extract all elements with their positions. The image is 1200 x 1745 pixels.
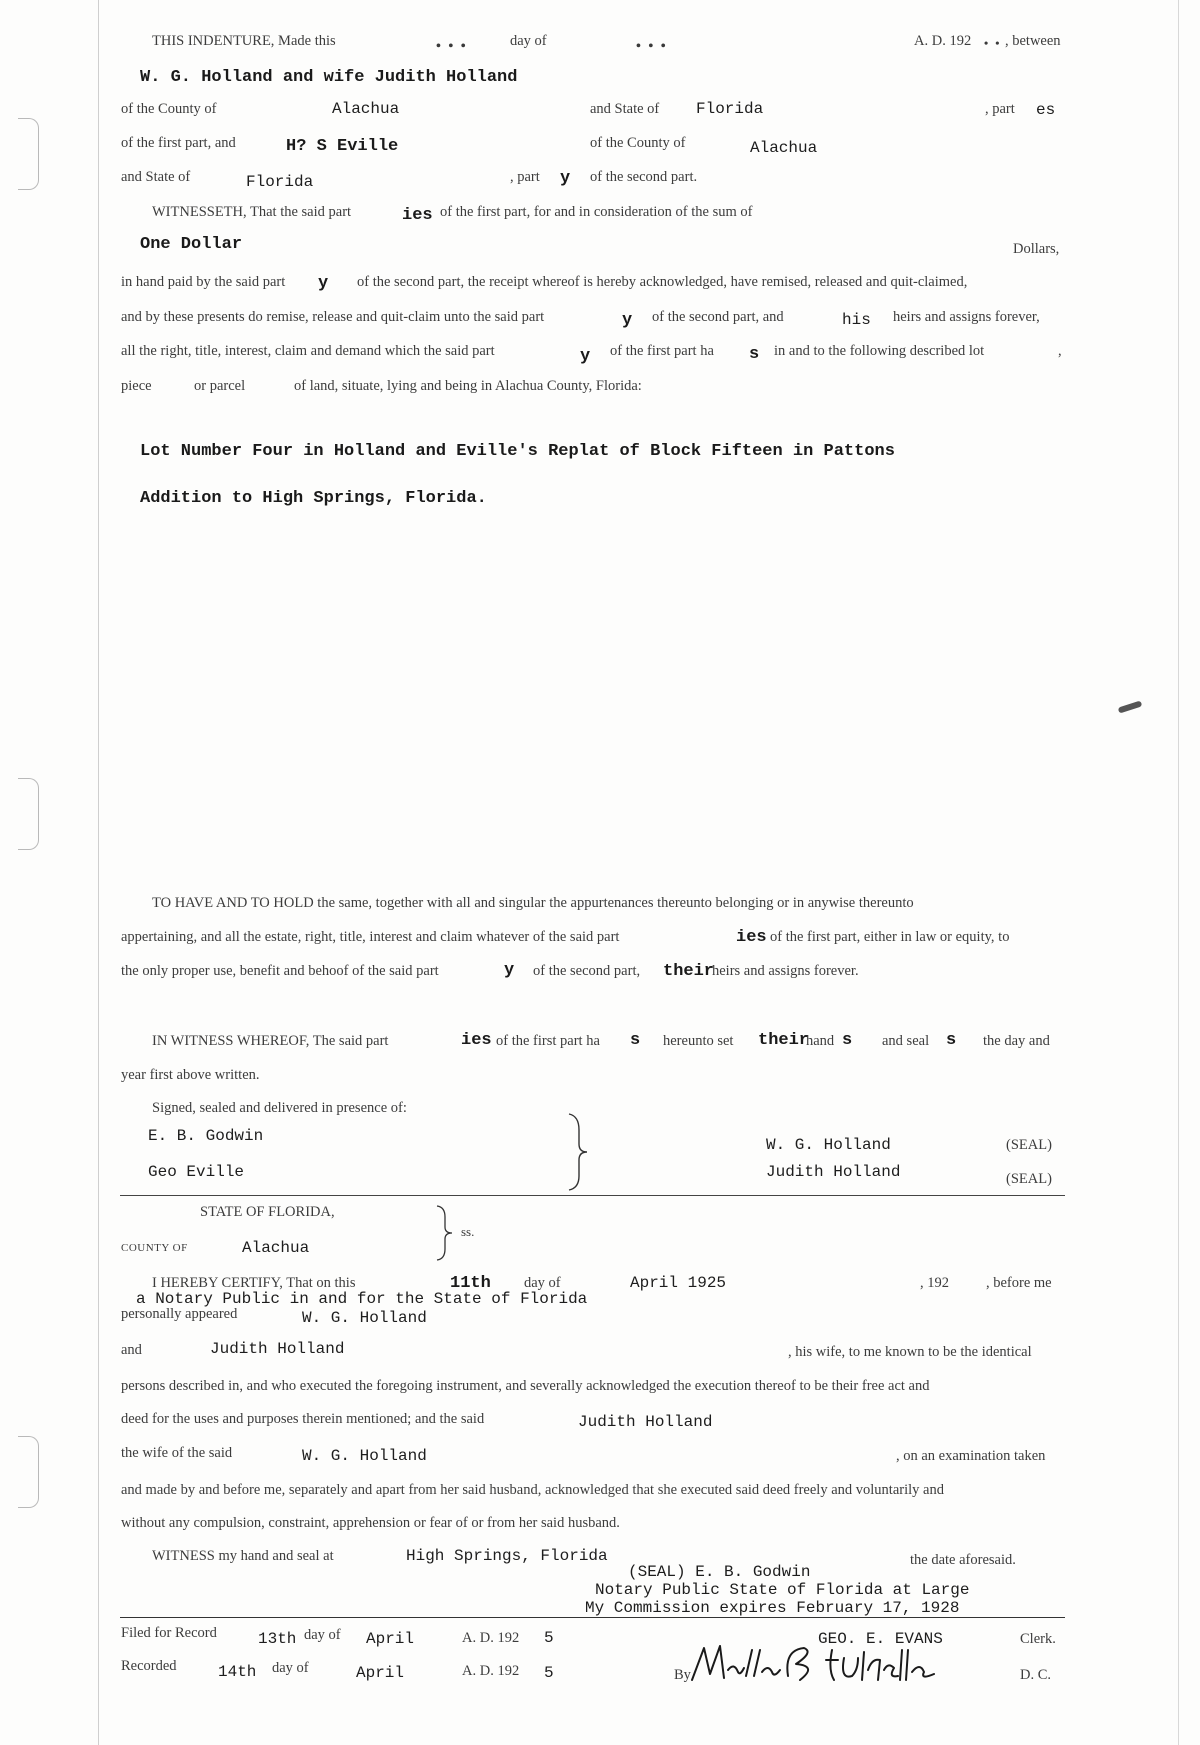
seal-2: (SEAL) (1006, 1171, 1052, 1187)
habendum-3c: heirs and assigns forever. (712, 963, 859, 979)
his-wife-text: , his wife, to me known to be the identical (788, 1344, 1032, 1360)
ack-para-3: and made by and before me, separately and apart from her said husband, acknowledged that she executed said deed freely and voluntarily and (121, 1482, 944, 1498)
state-of-text: and State of (590, 101, 660, 117)
county-2: Alachua (750, 139, 818, 157)
recorded-month: April (356, 1664, 405, 1682)
ack-county: Alachua (242, 1239, 310, 1257)
ack-192: , 192 (920, 1275, 949, 1291)
line-3a: all the right, title, interest, claim and demand which the said part (121, 343, 495, 359)
witness-1-s2: s (842, 1031, 853, 1050)
of-county-text-2: of the County of (590, 135, 686, 151)
line-4c: of land, situate, lying and being in Alachua County, Florida: (294, 378, 642, 394)
state-2: Florida (246, 173, 314, 191)
ink-mark (1118, 700, 1143, 713)
clerk-title: Clerk. (1020, 1631, 1056, 1647)
witnesseth-rest: of the first part, for and in consideration of the sum of (440, 204, 753, 220)
line-1a: in hand paid by the said part (121, 274, 286, 290)
ss-text: ss. (461, 1224, 475, 1239)
divider-ack (120, 1195, 1065, 1196)
state-of-text-2: and State of (121, 169, 191, 185)
line-1b: of the second part, the receipt whereof is hereby acknowledged, have remised, released and quit-claimed, (357, 274, 968, 290)
left-margin-line (98, 0, 100, 1745)
before-me: , before me (986, 1275, 1052, 1291)
examination-text: , on an examination taken (896, 1448, 1046, 1464)
between-text: , between (1005, 33, 1061, 49)
line-4a: piece (121, 378, 152, 394)
seal-1: (SEAL) (1006, 1137, 1052, 1153)
ack-month-year: April 1925 (630, 1274, 727, 1292)
appeared-text: personally appeared (121, 1306, 238, 1322)
filed-month: April (366, 1630, 415, 1648)
witness-1a: IN WITNESS WHEREOF, The said part (152, 1033, 389, 1049)
by-text: By (674, 1667, 691, 1683)
parties-text: , part (985, 101, 1015, 117)
habendum-3a: the only proper use, benefit and behoof of the said part (121, 963, 439, 979)
state-1: Florida (696, 100, 764, 118)
binding-hole-1 (18, 118, 39, 190)
second-part-text: of the second part. (590, 169, 698, 185)
filed-day-of: day of (304, 1627, 341, 1643)
notary-title: Notary Public State of Florida at Large (595, 1581, 970, 1599)
and-text: and (121, 1342, 142, 1358)
witness-signature-2: Geo Eville (148, 1163, 245, 1181)
state-heading: STATE OF FLORIDA, (200, 1204, 335, 1220)
grantor-signature-2: Judith Holland (766, 1163, 901, 1181)
notary-signature: (SEAL) E. B. Godwin (628, 1563, 811, 1581)
witness-signature-1: E. B. Godwin (148, 1127, 264, 1145)
binding-hole-3 (18, 1436, 39, 1508)
ad-text: A. D. 192 (914, 33, 972, 49)
witness-1-their: their (758, 1031, 810, 1050)
witnesseth-text: WITNESSETH, That the said part (152, 204, 352, 220)
witness-1c: hereunto set (663, 1033, 734, 1049)
wife-of-text: the wife of the said (121, 1445, 233, 1461)
of-county-text: of the County of (121, 101, 217, 117)
signed-sealed-text: Signed, sealed and delivered in presence of: (152, 1100, 407, 1116)
line-3-y: y (580, 347, 591, 366)
part-suffix: y (560, 169, 571, 188)
line-2-y: y (622, 311, 633, 330)
appeared-name-1: W. G. Holland (302, 1309, 427, 1327)
line-2b: of the second part, and (652, 309, 784, 325)
witness-1f: the day and (983, 1033, 1050, 1049)
filed-year: 5 (544, 1629, 554, 1647)
county-label: COUNTY OF (121, 1242, 188, 1254)
day-of-text: day of (510, 33, 547, 49)
certify-text: I HEREBY CERTIFY, That on this (152, 1275, 356, 1291)
binding-hole-2 (18, 778, 39, 850)
line-3-comma: , (1058, 343, 1062, 359)
habendum-2a: appertaining, and all the estate, right, title, interest and claim whatever of the said part (121, 929, 620, 945)
husband-name: W. G. Holland (302, 1447, 427, 1465)
ack-para-1: persons described in, and who executed the foregoing instrument, and severally acknowledged the execution thereof to be their free act and (121, 1378, 930, 1394)
first-part-text: of the first part, and (121, 135, 236, 151)
signature-brace (565, 1112, 595, 1192)
line-2c: heirs and assigns forever, (893, 309, 1040, 325)
recorded-ad: A. D. 192 (462, 1663, 520, 1679)
parties-suffix: es (1036, 101, 1056, 119)
line-4b: or parcel (194, 378, 246, 394)
date-aforesaid: the date aforesaid. (910, 1552, 1016, 1568)
recorded-day: 14th (218, 1663, 257, 1681)
appeared-name-2: Judith Holland (210, 1340, 345, 1358)
county-1: Alachua (332, 100, 400, 118)
line-1-y: y (318, 274, 329, 293)
witness-1e: and seal (882, 1033, 930, 1049)
consideration-amount: One Dollar (140, 235, 243, 254)
line-3c: in and to the following described lot (774, 343, 985, 359)
witness-1-ies: ies (461, 1031, 492, 1050)
filed-ad: A. D. 192 (462, 1630, 520, 1646)
line-2-his: his (842, 311, 871, 329)
opening-text: THIS INDENTURE, Made this (152, 33, 336, 49)
ack-day-of: day of (524, 1275, 561, 1291)
grantee: H? S Eville (286, 137, 399, 156)
deputy-clerk-signature (688, 1640, 948, 1692)
divider-record (120, 1617, 1065, 1618)
witness-seal-text: WITNESS my hand and seal at (152, 1548, 334, 1564)
legal-description-2: Addition to High Springs, Florida. (140, 489, 487, 508)
notary-officer: a Notary Public in and for the State of Florida (136, 1290, 588, 1308)
wife-name: Judith Holland (578, 1413, 713, 1431)
filed-day: 13th (258, 1630, 297, 1648)
witness-1-s: s (630, 1031, 641, 1050)
habendum-1: TO HAVE AND TO HOLD the same, together with all and singular the appurtenances thereunto belonging or in anywise thereunto (152, 895, 914, 911)
day-blank: • • • (436, 39, 468, 54)
deputy-clerk-title: D. C. (1020, 1667, 1052, 1683)
dollars-text: Dollars, (1013, 241, 1060, 257)
year-blank: • • (984, 36, 1002, 50)
witness-1-s3: s (946, 1031, 957, 1050)
commission-expiry: My Commission expires February 17, 1928 (585, 1599, 960, 1617)
month-blank: • • • (636, 39, 668, 54)
witness-1b: of the first part ha (496, 1033, 600, 1049)
grantors: W. G. Holland and wife Judith Holland (140, 68, 518, 87)
habendum-3-y: y (504, 961, 515, 980)
witness-1d: hand (806, 1033, 835, 1049)
right-margin-line (1178, 0, 1180, 1745)
habendum-2-ies: ies (736, 928, 767, 947)
ack-para-4: without any compulsion, constraint, apprehension or fear of or from her said husband. (121, 1515, 620, 1531)
part-text: , part (510, 169, 540, 185)
habendum-3b: of the second part, (533, 963, 641, 979)
recorded-day-of: day of (272, 1660, 309, 1676)
recorded-text: Recorded (121, 1658, 177, 1674)
ack-day: 11th (450, 1274, 491, 1293)
filed-text: Filed for Record (121, 1625, 217, 1641)
recorded-year: 5 (544, 1664, 554, 1682)
witnesseth-suffix: ies (402, 206, 433, 225)
ack-para-2: deed for the uses and purposes therein mentioned; and the said (121, 1411, 485, 1427)
legal-description-1: Lot Number Four in Holland and Eville's Replat of Block Fifteen in Pattons (140, 442, 895, 461)
ss-brace (434, 1204, 456, 1262)
grantor-signature-1: W. G. Holland (766, 1136, 891, 1154)
line-2a: and by these presents do remise, release and quit-claim unto the said part (121, 309, 545, 325)
ack-place: High Springs, Florida (406, 1547, 608, 1565)
habendum-2b: of the first part, either in law or equity, to (770, 929, 1010, 945)
clerk-name: GEO. E. EVANS (818, 1630, 943, 1648)
habendum-3-their: their (663, 962, 715, 981)
line-3b: of the first part ha (610, 343, 714, 359)
witness-2: year first above written. (121, 1067, 260, 1083)
line-3-s: s (749, 345, 760, 364)
